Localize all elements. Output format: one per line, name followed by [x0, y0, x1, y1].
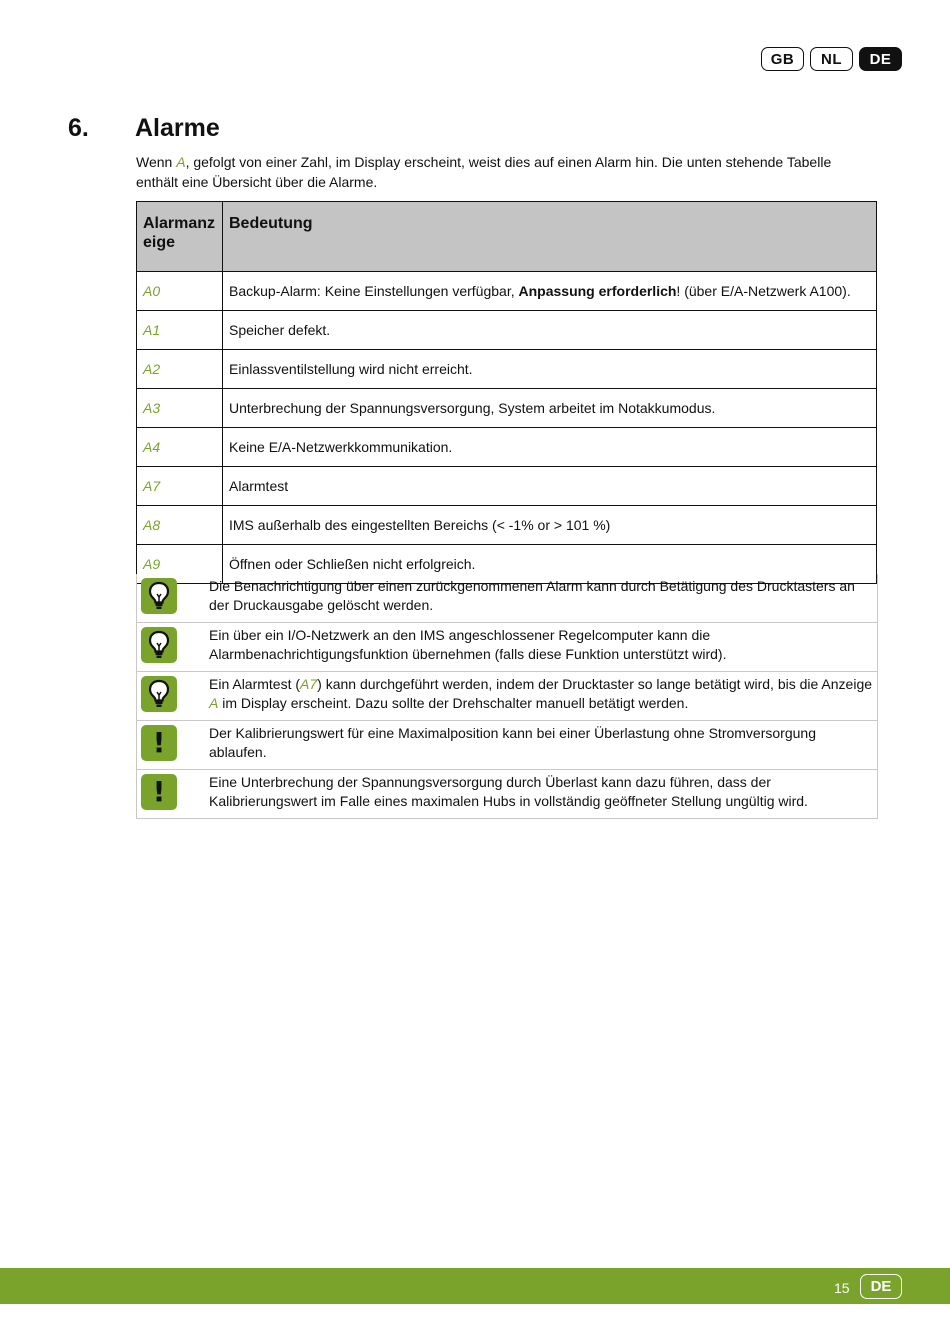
alarm-meaning-text: Unterbrechung der Spannungsversorgung, System arbeitet im Notakkumodus.	[229, 400, 716, 416]
language-tab-gb[interactable]: GB	[761, 47, 804, 71]
alarm-meaning-text: IMS außerhalb des eingestellten Bereichs (< -1% or > 101 %)	[229, 517, 611, 533]
table-row	[137, 272, 877, 311]
intro-text-start: Wenn	[136, 154, 177, 170]
section-number: 6.	[68, 114, 89, 142]
language-switcher	[761, 47, 902, 71]
alarm-meaning-text-end: ! (über E/A-Netzwerk A100).	[676, 283, 851, 299]
section-title: Alarme	[135, 114, 220, 142]
lightbulb-icon	[141, 627, 177, 663]
exclamation-mark: !	[152, 775, 166, 808]
table-row	[137, 389, 877, 428]
note-text: Ein über ein I/O-Netzwerk an den IMS angeschlossener Regelcomputer kann die Alarmbenachrichtigungsfunktion übernehmen (falls diese Funktion unterstützt wird).	[209, 627, 727, 662]
exclamation-mark: !	[152, 726, 166, 759]
language-tab-nl[interactable]: NL	[810, 47, 853, 71]
alarm-meaning-text: Einlassventilstellung wird nicht erreicht.	[229, 361, 473, 377]
alarm-meaning	[223, 389, 877, 428]
section-heading	[68, 114, 220, 143]
note-row	[136, 623, 878, 672]
exclamation-icon	[141, 774, 177, 810]
intro-alarm-code: A	[176, 154, 186, 170]
note-text-part: ) kann durchgeführt werden, indem der Drucktaster so lange betätigt wird, bis die Anzeige	[317, 676, 873, 692]
alarm-table	[136, 201, 877, 584]
note-text: Der Kalibrierungswert für eine Maximalposition kann bei einer Überlastung ohne Stromversorgung ablaufen.	[209, 725, 816, 760]
alarm-meaning-text: Backup-Alarm: Keine Einstellungen verfügbar,	[229, 283, 519, 299]
note-text: Eine Unterbrechung der Spannungsversorgung durch Überlast kann dazu führen, dass der Kalibrierungswert im Falle eines maximalen Hubs in vollständig geöffneter Stellung ungültig wird.	[209, 774, 808, 809]
alarm-code: A4	[137, 428, 223, 467]
alarm-meaning-text: Alarmtest	[229, 478, 289, 494]
note-row	[136, 721, 878, 770]
note-text-part: Ein Alarmtest (	[209, 676, 301, 692]
note-row	[136, 574, 878, 623]
alarm-meaning-text: Keine E/A-Netzwerkkommunikation.	[229, 439, 453, 455]
alarm-meaning	[223, 467, 877, 506]
alarm-meaning	[223, 428, 877, 467]
alarm-code: A2	[137, 350, 223, 389]
footer-language-badge: DE	[860, 1274, 902, 1299]
alarm-code: A0	[137, 272, 223, 311]
alarm-meaning	[223, 350, 877, 389]
page-number: 15	[834, 1280, 850, 1296]
header-meaning: Bedeutung	[223, 202, 877, 272]
alarm-meaning	[223, 506, 877, 545]
alarm-meaning-text: Speicher defekt.	[229, 322, 331, 338]
header-alarm-display: Alarmanz eige	[137, 202, 223, 272]
table-row	[137, 311, 877, 350]
table-row	[137, 506, 877, 545]
intro-paragraph	[136, 152, 866, 192]
lightbulb-icon	[141, 578, 177, 614]
note-alarm-code: A7	[300, 676, 318, 692]
lightbulb-icon	[141, 676, 177, 712]
note-alarm-code: A	[209, 695, 219, 711]
table-row	[137, 467, 877, 506]
note-row	[136, 770, 878, 819]
alarm-code: A9	[137, 545, 223, 584]
note-text: Die Benachrichtigung über einen zurückgenommenen Alarm kann durch Betätigung des Drucktasters an der Druckausgabe gelöscht werden.	[209, 578, 855, 613]
alarm-meaning-text: Öffnen oder Schließen nicht erfolgreich.	[229, 556, 476, 572]
table-row	[137, 428, 877, 467]
notes-list	[136, 574, 878, 819]
alarm-meaning	[223, 272, 877, 311]
table-header-row	[137, 202, 877, 272]
alarm-meaning-emphasis: Anpassung erforderlich	[518, 283, 677, 299]
alarm-code: A1	[137, 311, 223, 350]
footer-bar	[0, 1268, 950, 1304]
note-row	[136, 672, 878, 721]
note-text	[183, 672, 877, 720]
exclamation-icon	[141, 725, 177, 761]
note-text-part: im Display erscheint. Dazu sollte der Drehschalter manuell betätigt werden.	[218, 695, 689, 711]
language-tab-de[interactable]: DE	[859, 47, 902, 71]
intro-text-end: , gefolgt von einer Zahl, im Display erscheint, weist dies auf einen Alarm hin. Die unten stehende Tabelle enthält eine Übersicht über die Alarme.	[136, 154, 832, 190]
alarm-code: A3	[137, 389, 223, 428]
alarm-code: A7	[137, 467, 223, 506]
alarm-code: A8	[137, 506, 223, 545]
table-row	[137, 350, 877, 389]
alarm-meaning	[223, 311, 877, 350]
